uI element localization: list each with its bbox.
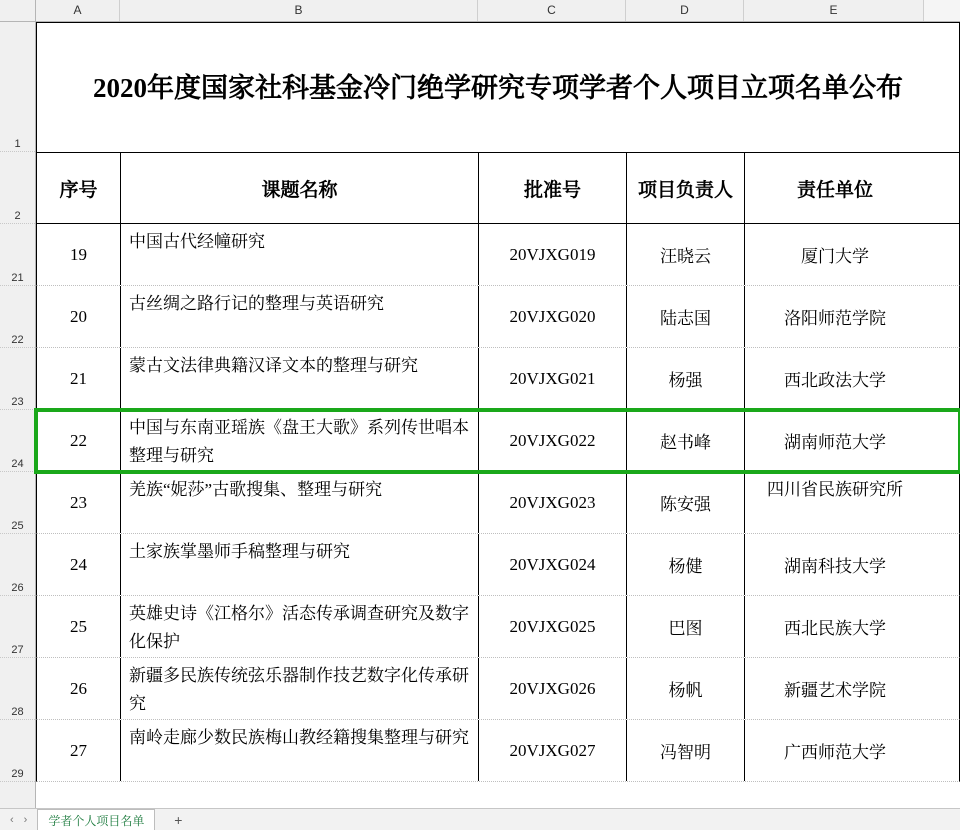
- row-header-label: 27: [11, 644, 24, 656]
- cell-seq[interactable]: 21: [37, 348, 121, 409]
- cell-seq[interactable]: 19: [37, 224, 121, 285]
- cell-unit[interactable]: 湖南师范大学: [784, 433, 886, 452]
- row-header-label: 24: [11, 458, 24, 470]
- row-header-21[interactable]: [0, 224, 35, 286]
- cell-leader[interactable]: 陆志国: [627, 286, 745, 347]
- cell-leader[interactable]: 杨强: [627, 348, 745, 409]
- column-header-a[interactable]: A: [36, 0, 120, 21]
- row-header-28[interactable]: [0, 658, 35, 720]
- cell-approval[interactable]: 20VJXG021: [479, 348, 627, 409]
- table-row[interactable]: [36, 720, 960, 782]
- row-header-24[interactable]: [0, 410, 35, 472]
- cell-name[interactable]: 南岭走廊少数民族梅山教经籍搜集整理与研究: [121, 720, 479, 781]
- cell-approval[interactable]: 20VJXG027: [479, 720, 627, 781]
- row-header-label: 29: [11, 768, 24, 780]
- cell-unit[interactable]: 西北民族大学: [784, 619, 886, 638]
- row-header-label: 22: [11, 334, 24, 346]
- row-header-26[interactable]: [0, 534, 35, 596]
- cell-unit[interactable]: 广西师范大学: [784, 743, 886, 762]
- row-header-22[interactable]: [0, 286, 35, 348]
- row-header-29[interactable]: [0, 720, 35, 782]
- table-row[interactable]: [36, 472, 960, 534]
- row-header-label: 25: [11, 520, 24, 532]
- cell-grid: [36, 22, 960, 808]
- table-row[interactable]: [36, 224, 960, 286]
- cell-approval[interactable]: 20VJXG019: [479, 224, 627, 285]
- row-header-23[interactable]: [0, 348, 35, 410]
- page-title: 2020年度国家社科基金冷门绝学研究专项学者个人项目立项名单公布: [93, 72, 903, 103]
- sheet-tab-bar: [0, 808, 960, 830]
- cell-leader[interactable]: 巴图: [627, 596, 745, 657]
- cell-approval[interactable]: 20VJXG023: [479, 472, 627, 533]
- header-cell-name[interactable]: 课题名称: [121, 153, 479, 223]
- cell-name[interactable]: 中国与东南亚瑶族《盘王大歌》系列传世唱本整理与研究: [121, 410, 479, 471]
- cell-approval[interactable]: 20VJXG020: [479, 286, 627, 347]
- table-row[interactable]: [36, 534, 960, 596]
- row-header-label: 26: [11, 582, 24, 594]
- row-header-1[interactable]: [0, 22, 35, 152]
- cell-leader[interactable]: 汪晓云: [627, 224, 745, 285]
- row-header-label: 2: [14, 210, 21, 222]
- row-header-2[interactable]: [0, 152, 35, 224]
- cell-unit[interactable]: 西北政法大学: [784, 371, 886, 390]
- cell-name[interactable]: 土家族掌墨师手稿整理与研究: [121, 534, 479, 595]
- row-number-gutter: [0, 22, 36, 808]
- column-header-e[interactable]: E: [744, 0, 924, 21]
- cell-seq[interactable]: 26: [37, 658, 121, 719]
- cell-approval[interactable]: 20VJXG022: [479, 410, 627, 471]
- table-row[interactable]: [36, 658, 960, 720]
- row-header-25[interactable]: [0, 472, 35, 534]
- cell-name[interactable]: 蒙古文法律典籍汉译文本的整理与研究: [121, 348, 479, 409]
- column-header-row: [0, 0, 960, 22]
- cell-name[interactable]: 英雄史诗《江格尔》活态传承调查研究及数字化保护: [121, 596, 479, 657]
- row-header-label: 23: [11, 396, 24, 408]
- cell-name[interactable]: 新疆多民族传统弦乐器制作技艺数字化传承研究: [121, 658, 479, 719]
- add-sheet-icon[interactable]: +: [174, 811, 183, 828]
- cell-seq[interactable]: 25: [37, 596, 121, 657]
- row-header-27[interactable]: [0, 596, 35, 658]
- cell-unit[interactable]: 厦门大学: [801, 247, 869, 266]
- header-cell-unit[interactable]: 责任单位: [796, 179, 873, 201]
- cell-unit[interactable]: 湖南科技大学: [784, 557, 886, 576]
- next-sheet-icon[interactable]: ›: [23, 813, 28, 826]
- cell-approval[interactable]: 20VJXG025: [479, 596, 627, 657]
- cell-unit[interactable]: 新疆艺术学院: [784, 681, 886, 700]
- column-header-c[interactable]: C: [478, 0, 626, 21]
- header-cell-approval[interactable]: 批准号: [479, 153, 627, 223]
- row-header-label: 1: [14, 138, 21, 150]
- table-row-selected[interactable]: [36, 410, 960, 472]
- cell-approval[interactable]: 20VJXG024: [479, 534, 627, 595]
- header-cell-seq[interactable]: 序号: [37, 153, 121, 223]
- sheet-body: [0, 22, 960, 808]
- cell-seq[interactable]: 27: [37, 720, 121, 781]
- cell-leader[interactable]: 赵书峰: [627, 410, 745, 471]
- cell-approval[interactable]: 20VJXG026: [479, 658, 627, 719]
- cell-seq[interactable]: 23: [37, 472, 121, 533]
- cell-leader[interactable]: 陈安强: [627, 472, 745, 533]
- cell-unit[interactable]: 洛阳师范学院: [784, 309, 886, 328]
- row-header-label: 28: [11, 706, 24, 718]
- cell-leader[interactable]: 冯智明: [627, 720, 745, 781]
- cell-seq[interactable]: 24: [37, 534, 121, 595]
- cell-seq[interactable]: 22: [37, 410, 121, 471]
- table-row[interactable]: [36, 348, 960, 410]
- column-header-b[interactable]: B: [120, 0, 478, 21]
- row-header-label: 21: [11, 272, 24, 284]
- cell-name[interactable]: 羌族“妮莎”古歌搜集、整理与研究: [121, 472, 479, 533]
- cell-leader[interactable]: 杨帆: [627, 658, 745, 719]
- cell-name[interactable]: 古丝绸之路行记的整理与英语研究: [121, 286, 479, 347]
- cell-seq[interactable]: 20: [37, 286, 121, 347]
- column-header-d[interactable]: D: [626, 0, 744, 21]
- table-row[interactable]: [36, 286, 960, 348]
- prev-sheet-icon[interactable]: ‹: [10, 813, 14, 826]
- sheet-nav-arrows: [0, 814, 37, 826]
- sheet-tab-active[interactable]: 学者个人项目名单: [37, 809, 155, 830]
- table-row[interactable]: [36, 596, 960, 658]
- cell-name[interactable]: 中国古代经幢研究: [121, 224, 479, 285]
- cell-unit[interactable]: 四川省民族研究所: [767, 480, 903, 499]
- table-header-row: [36, 152, 960, 224]
- table-title-row[interactable]: [36, 22, 960, 152]
- select-all-corner[interactable]: [0, 0, 36, 21]
- header-cell-leader[interactable]: 项目负责人: [627, 153, 745, 223]
- cell-leader[interactable]: 杨健: [627, 534, 745, 595]
